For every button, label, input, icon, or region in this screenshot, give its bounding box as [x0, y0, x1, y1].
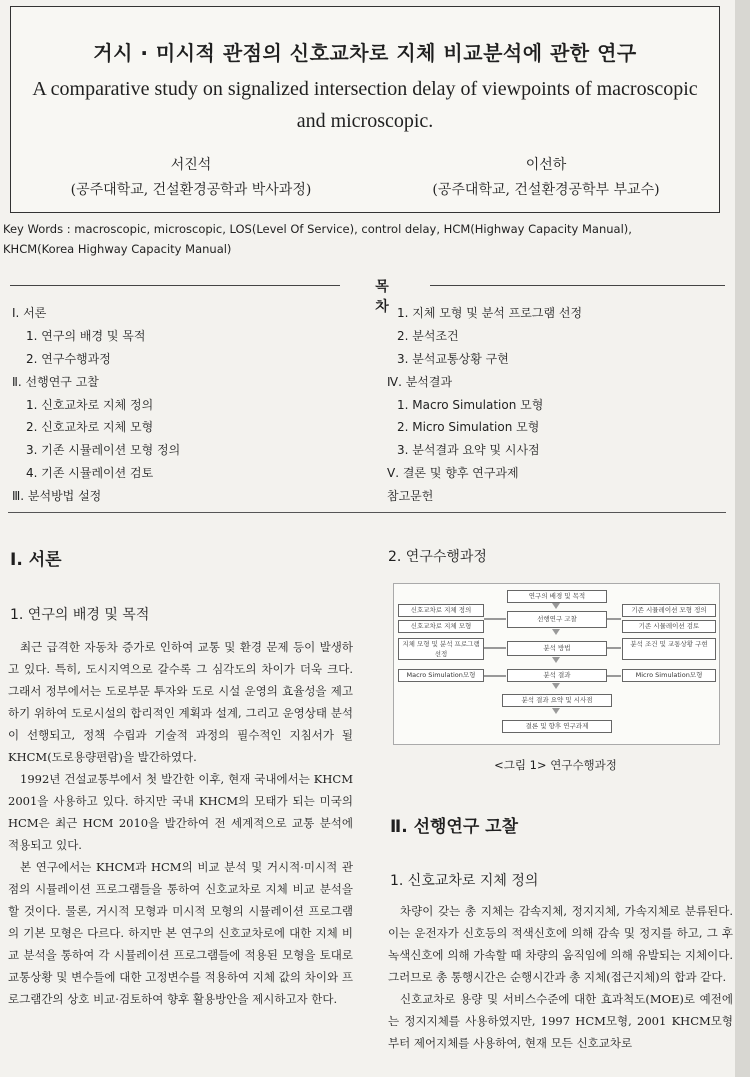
diagram-box: 지체 모형 및 분석 프로그램 선정	[398, 638, 484, 660]
toc-item: 3. 기존 시뮬레이션 모형 정의	[26, 443, 181, 458]
keywords: Key Words : macroscopic, microscopic, LOS(Level Of Service), control delay, HCM(Highway Capacity Manual), KHCM(Korea Highway Capacity Manual)	[3, 222, 632, 256]
toc-item: 2. Micro Simulation 모형	[397, 420, 540, 435]
author-name: 서진석	[170, 157, 212, 173]
paragraph: 신호교차로 용량 및 서비스수준에 대한 효과척도(MOE)로 예전에는 정지지체를 사용하였지만, 1997 HCM모형, 2001 KHCM모형부터 제어지체를 사용하여, 현재 모든 신호교차로	[388, 992, 733, 1050]
author-1	[16, 153, 366, 203]
toc-rule-right	[430, 285, 725, 286]
section-1-title: Ⅰ. 서론	[10, 550, 62, 570]
diagram-arrow	[484, 675, 506, 677]
toc-item: 1. 지체 모형 및 분석 프로그램 선정	[397, 306, 583, 320]
toc-item: 1. 신호교차로 지체 정의	[26, 397, 154, 412]
toc-item: 1. 연구의 배경 및 목적	[26, 328, 146, 343]
toc-item: Ⅳ. 분석결과	[387, 374, 453, 389]
toc-bottom-rule	[8, 512, 726, 513]
toc-item: 2. 신호교차로 지체 모형	[26, 420, 154, 435]
diagram-arrow	[552, 657, 560, 663]
section-1-1-body	[8, 636, 353, 1010]
diagram-box: 결론 및 향후 연구과제	[502, 720, 612, 733]
diagram-arrow	[552, 708, 560, 714]
section-2-title: Ⅱ. 선행연구 고찰	[390, 817, 519, 837]
diagram-box: 기존 시뮬레이션 모형 정의	[622, 604, 716, 617]
toc-item: 2. 연구수행과정	[26, 351, 111, 366]
diagram-box: 분석 방법	[507, 641, 607, 656]
toc-item: 3. 분석결과 요약 및 시사점	[397, 443, 540, 458]
paper-title-en: A comparative study on signalized intersection delay of viewpoints of macroscopic and microscopic.	[32, 78, 698, 132]
paragraph: 차량이 갖는 총 지체는 감속지체, 정지지체, 가속지체로 분류된다. 이는 운전자가 신호등의 적색신호에 의해 감속 및 정지를 하고, 그 후 녹색신호에 의해 가속할 때 차량의 움직임에 의해 유발되는 지체이다. 그러므로 총 통행시간은 순행시간과 총 지체(접근지체)의 합과 같다.	[388, 904, 733, 984]
section-2-1-body	[388, 900, 733, 1054]
diagram-box: 선행연구 고찰	[507, 611, 607, 628]
toc-title: 목차	[375, 279, 415, 315]
diagram-box: 신호교차로 지체 모형	[398, 620, 484, 633]
toc-left-column	[12, 302, 362, 508]
toc-rule-left	[10, 285, 340, 286]
section-1-2-title: 2. 연구수행과정	[388, 549, 487, 565]
section-2-1-title: 1. 신호교차로 지체 정의	[390, 873, 539, 889]
figure-caption: <그림 1> 연구수행과정	[494, 758, 617, 772]
research-process-diagram	[393, 583, 720, 745]
toc-item: Ⅲ. 분석방법 설정	[12, 489, 102, 504]
author-name: 이선하	[525, 157, 567, 173]
diagram-box: Macro Simulation모형	[398, 669, 484, 682]
toc-item: 1. Macro Simulation 모형	[397, 397, 544, 412]
diagram-arrow	[552, 683, 560, 689]
diagram-box: 분석 결과	[507, 669, 607, 682]
toc-item: 참고문헌	[387, 489, 434, 504]
toc-item: Ⅰ. 서론	[12, 306, 47, 320]
diagram-arrow	[552, 603, 560, 609]
toc-item: 2. 분석조건	[397, 328, 459, 343]
page-edge-shadow	[735, 0, 750, 1077]
title-box	[10, 6, 720, 213]
diagram-arrow	[484, 618, 506, 620]
diagram-box: 분석 조건 및 교통상황 구현	[622, 638, 716, 660]
author-2	[371, 153, 721, 203]
paragraph: 최근 급격한 자동차 증가로 인하여 교통 및 환경 문제 등이 발생하고 있다. 특히, 도시지역으로 갈수록 그 심각도의 차이가 더욱 크다. 그래서 정부에서는 도로부문 투자와 도로 시설 운영의 효율성을 제고하기 위하여 도로시설의 합리적인 계획과 설계, 그리고 운영상태 분석이 선행되고, 정책 수립과 기술적 과정의 필수적인 지침서가 될 KHCM(도로용량편람)을 발간하였다.	[8, 640, 353, 764]
diagram-arrow	[552, 629, 560, 635]
diagram-box: Micro Simulation모형	[622, 669, 716, 682]
diagram-arrow	[607, 647, 621, 649]
diagram-box: 신호교차로 지체 정의	[398, 604, 484, 617]
paragraph: 1992년 건설교통부에서 첫 발간한 이후, 현재 국내에서는 KHCM 2001을 사용하고 있다. 하지만 국내 KHCM의 모태가 되는 미국의 HCM은 최근 HCM 2010을 발간하여 전 세계적으로 교통 분석에 적용되고 있다.	[8, 772, 353, 852]
diagram-box: 연구의 배경 및 목적	[507, 590, 607, 603]
diagram-arrow	[607, 675, 621, 677]
paper-title-ko: 거시 · 미시적 관점의 신호교차로 지체 비교분석에 관한 연구	[93, 41, 637, 65]
author-affiliation: (공주대학교, 건설환경공학부 부교수)	[432, 182, 660, 198]
author-affiliation: (공주대학교, 건설환경공학과 박사과정)	[70, 182, 312, 198]
toc-right-column	[387, 302, 727, 508]
toc-item: 3. 분석교통상황 구현	[397, 351, 509, 366]
toc-item: Ⅱ. 선행연구 고찰	[12, 374, 99, 389]
toc-item: Ⅴ. 결론 및 향후 연구과제	[387, 466, 519, 481]
diagram-box: 기존 시뮬레이션 검토	[622, 620, 716, 633]
diagram-box: 분석 결과 요약 및 시사점	[502, 694, 612, 707]
diagram-arrow	[484, 647, 506, 649]
section-1-1-title: 1. 연구의 배경 및 목적	[10, 607, 150, 623]
diagram-arrow	[607, 618, 621, 620]
toc-item: 4. 기존 시뮬레이션 검토	[26, 466, 154, 481]
paragraph: 본 연구에서는 KHCM과 HCM의 비교 분석 및 거시적·미시적 관점의 시뮬레이션 프로그램들을 통하여 신호교차로 지체 비교 분석을 할 것이다. 물론, 거시적 모형과 미시적 모형의 시뮬레이션 프로그램의 기본 모형은 다르다. 하지만 본 연구의 신호교차로에 대한 지체 비교 분석을 통하여 각 시뮬레이션 프로그램들에 적용된 모형을 토대로 교통상황 및 변수들에 대한 고정변수를 적용하여 지체 값의 차이와 프로그램간의 상호 비교·검토하여 향후 활용방안을 제시하고자 한다.	[8, 860, 353, 1006]
